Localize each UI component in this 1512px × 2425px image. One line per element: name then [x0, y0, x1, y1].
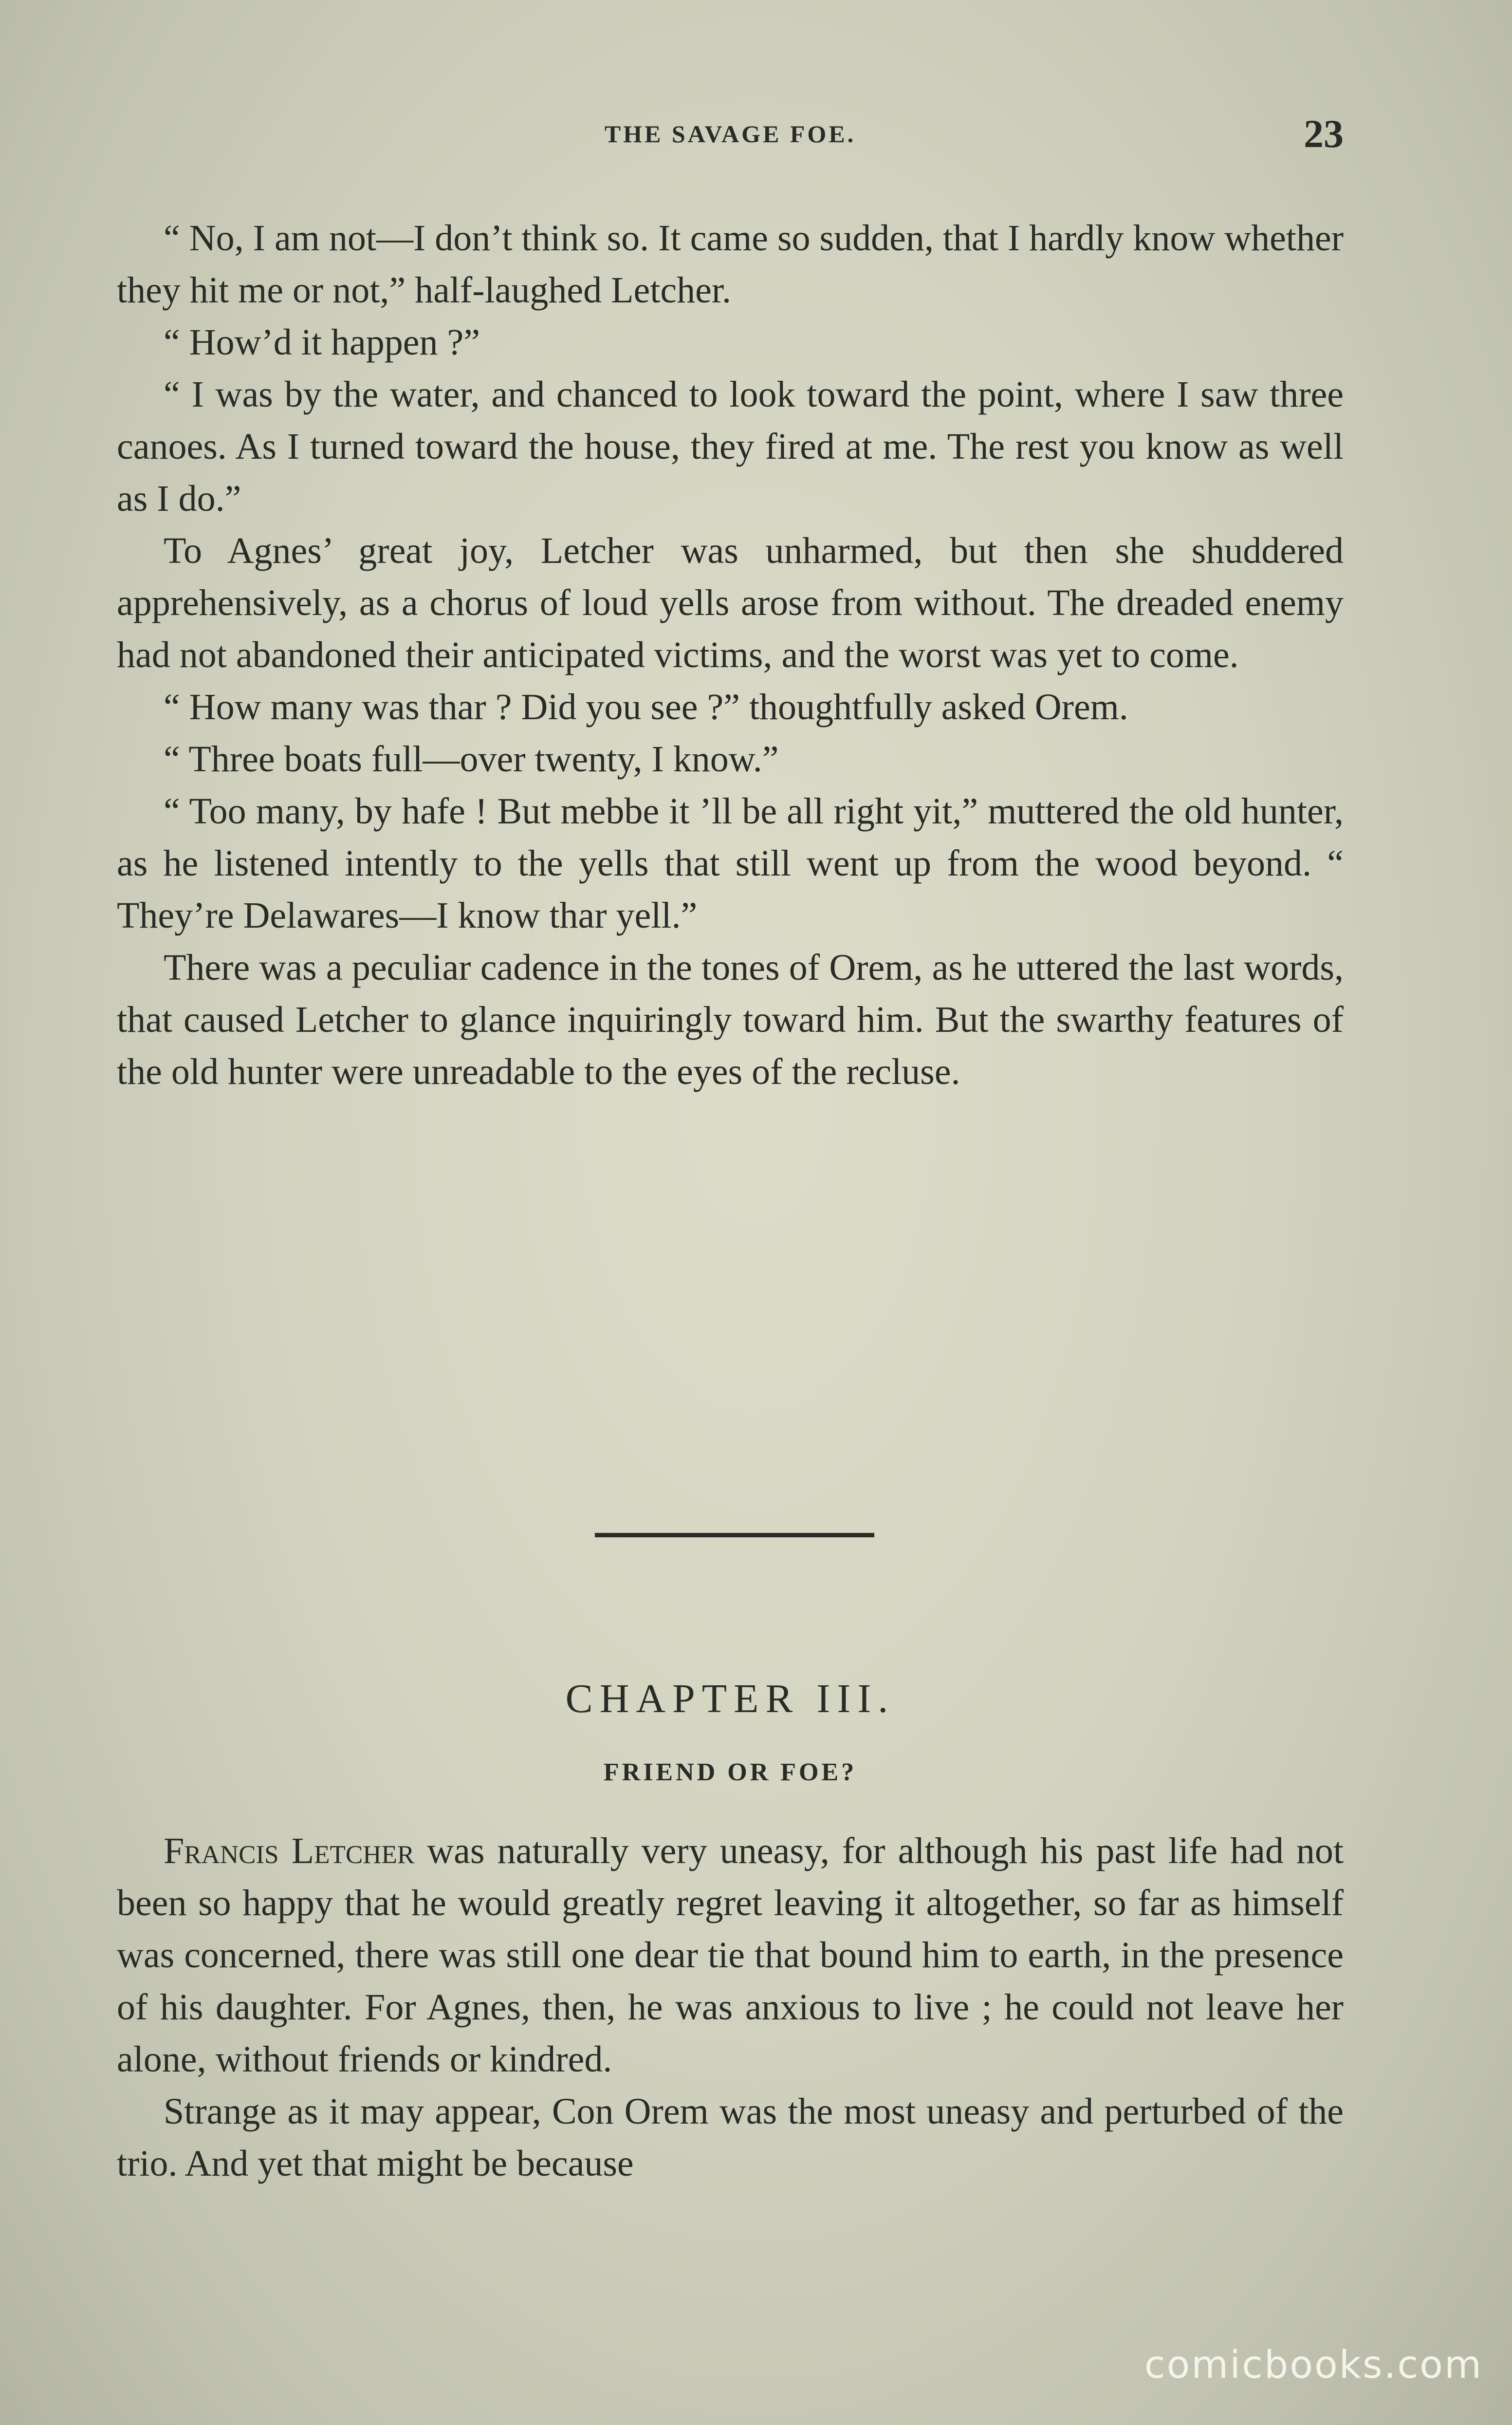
paragraph: To Agnes’ great joy, Letcher was unharmed, but then she shuddered apprehensively, as a chorus of loud yells arose from without. The dreaded enemy had not abandoned their anticipated victims, and the worst was yet to come. — [117, 530, 1344, 675]
section-divider-rule — [595, 1533, 874, 1537]
chapter-subtitle: FRIEND OR FOE? — [603, 1758, 857, 1786]
page-number: 23 — [1304, 112, 1344, 156]
running-title: THE SAVAGE FOE. — [604, 120, 856, 148]
paragraph: There was a peculiar cadence in the tones of Orem, as he uttered the last words, that caused Letcher to glance inquiringly toward him. But the swarthy features of the old hunter were unreadable to the eyes of the recluse. — [117, 947, 1344, 1092]
body-text-bottom — [117, 1825, 1344, 2190]
body-text-top — [117, 212, 1344, 1098]
paragraph-text: was naturally very uneasy, for although his past life had not been so happy that he would greatly regret leaving it altogether, so far as himself was concerned, there was still one dear tie that bound him to earth, in the presence of his daughter. For Agnes, then, he was anxious to live ; he could not leave her alone, without friends or kindred. — [117, 1830, 1344, 2080]
opening-small-caps: Francis Letcher — [164, 1830, 415, 1871]
paragraph: “ Too many, by hafe ! But mebbe it ’ll be all right yit,” muttered the old hunter, as he listened intently to the yells that still went up from the wood beyond. “ They’re Delawares—I know thar yell.” — [117, 791, 1344, 936]
watermark: comicbooks.com — [1144, 2343, 1483, 2387]
paragraph — [117, 1825, 1344, 2086]
chapter-heading: CHAPTER III. — [565, 1676, 895, 1721]
paragraph: “ No, I am not—I don’t think so. It came so sudden, that I hardly know whether they hit me or not,” half-laughed Letcher. — [117, 218, 1344, 311]
paragraph: “ Three boats full—over twenty, I know.” — [164, 739, 779, 780]
page-header — [117, 111, 1344, 165]
paragraph: “ How many was thar ? Did you see ?” thoughtfully asked Orem. — [164, 687, 1128, 728]
paragraph: “ I was by the water, and chanced to look toward the point, where I saw three canoes. As I turned toward the house, they fired at me. The rest you know as well as I do.” — [117, 374, 1344, 519]
paragraph: “ How’d it happen ?” — [164, 322, 480, 363]
paragraph: Strange as it may appear, Con Orem was the most uneasy and perturbed of the trio. And yet that might be because — [117, 2091, 1344, 2184]
